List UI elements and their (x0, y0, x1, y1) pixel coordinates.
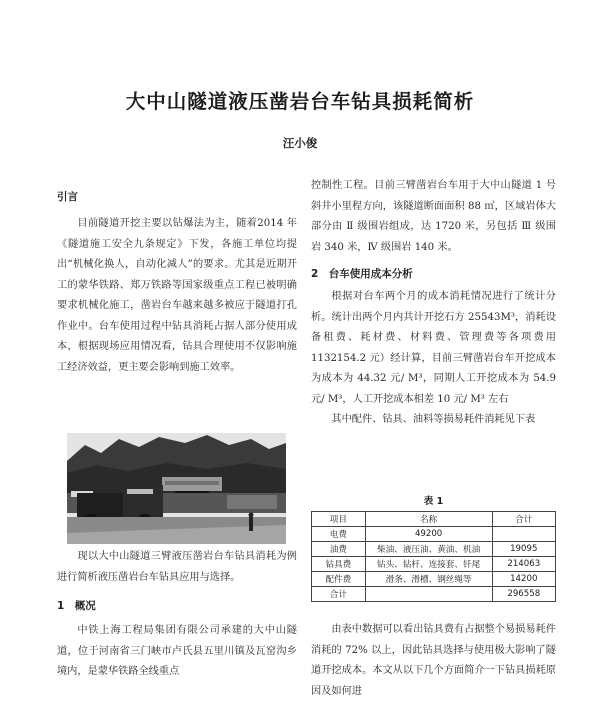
after-table-block (311, 620, 556, 702)
table-cell: 49200 (365, 527, 492, 542)
table-cell: 296558 (492, 587, 555, 602)
author-name: 汪小俊 (282, 136, 318, 150)
header-cell: 项目 (312, 512, 366, 527)
table-row (312, 527, 556, 542)
table-intro-paragraph: 其中配件、钻具、油料等损易耗件消耗见下表 (331, 414, 536, 425)
photo-description-paragraph: 现以大中山隧道三臂液压凿岩台车钻具消耗为例进行简析液压凿岩台车钻具应用与选择。 (57, 551, 297, 583)
table-row (312, 587, 556, 602)
cost-table (311, 511, 556, 602)
photo-caption-block (57, 547, 297, 683)
section2-heading: 2 台车使用成本分析 (311, 268, 413, 280)
header-cell: 合计 (492, 512, 555, 527)
table-cell: 电费 (312, 527, 366, 542)
section2-paragraph: 根据对台车两个月的成本消耗情况进行了统计分析。统计出两个月内共计开挖石方 25543M³，消耗设备租费、耗材费、材料费、管理费等各项费用 1132154.2 元）经计算，目前三臂凿岩台车开挖成本为成本为 44.32 元/ M³，同期人工开挖成本为 54.9 元/ M³，人工开挖成本相差 10 元/ M³ 左右 (311, 291, 556, 405)
table-cell: 14200 (492, 572, 555, 587)
header-cell: 名称 (365, 512, 492, 527)
after-table-paragraph: 由表中数据可以看出钻具费有占据整个易损易耗件消耗的 72% 以上，因此钻具选择与使用极大影响了隧道开挖成本。本文从以下几个方面简介一下钻具损耗原因及如何进 (311, 624, 556, 697)
table-cell: 柴油、液压油、黄油、机油 (365, 542, 492, 557)
section1-paragraph: 中铁上海工程局集团有限公司承建的大中山隧道，位于河南省三门峡市卢氏县五里川镇及瓦窑沟乡境内，是蒙华铁路全线重点 (57, 625, 297, 677)
table-cell: 配件费 (312, 572, 366, 587)
table-cell: 钻头、钻杆、连接套、钎尾 (365, 557, 492, 572)
table-cell: 19095 (492, 542, 555, 557)
continued-paragraph: 控制性工程。目前三臂凿岩台车用于大中山隧道 1 号斜井小里程方向，该隧道断面面积 88 ㎡，区域岩体大部分由 Ⅱ 级围岩组成，达 1720 米，另包括 Ⅲ 级围岩 340 米，Ⅳ 级围岩 140 米。 (311, 180, 556, 253)
intro-paragraph: 目前隧道开挖主要以钻爆法为主，随着2014 年《隧道施工安全九条规定》下发，各施工单位均提出“机械化换人，自动化减人”的要求。尤其是近期开工的蒙华铁路、郑万铁路等国家级重点工程已被明确要求机械化施工，凿岩台车越来越多被应于隧道打孔作业中。台车使用过程中钻具消耗占据人部分使用成本，根据现场应用情况看，钻具合理使用不仅影响施工经济效益，更主要会影响到施工效率。 (57, 218, 297, 373)
table-cell (492, 527, 555, 542)
table-cell: 油费 (312, 542, 366, 557)
right-column (311, 176, 556, 431)
table-cell: 合计 (312, 587, 366, 602)
table-row (312, 542, 556, 557)
tunnel-entrance-photo (67, 433, 286, 544)
table-row (312, 557, 556, 572)
paper-title: 大中山隧道液压凿岩台车钻具损耗简析 (125, 90, 475, 113)
table-caption: 表 1 (423, 496, 444, 507)
table-cell (365, 587, 492, 602)
left-column (57, 176, 297, 378)
intro-heading: 引言 (57, 191, 78, 203)
table-header-row (312, 512, 556, 527)
table-cell: 滑条、滑槽、钢丝绳等 (365, 572, 492, 587)
table-cell: 钻具费 (312, 557, 366, 572)
section1-heading: 1 概况 (57, 600, 96, 612)
table-row (312, 572, 556, 587)
table-cell: 214063 (492, 557, 555, 572)
